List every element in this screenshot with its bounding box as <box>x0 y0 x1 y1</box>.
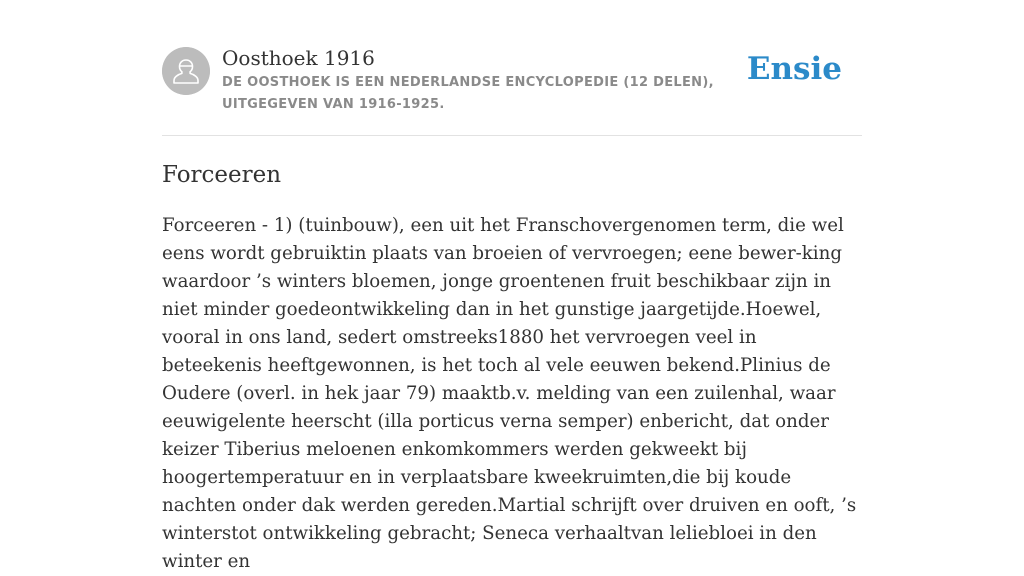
avatar[interactable] <box>162 47 210 95</box>
ensie-logo-link[interactable]: Ensie <box>746 51 842 87</box>
source-title[interactable]: Oosthoek 1916 <box>222 46 375 70</box>
source-description: DE OOSTHOEK IS EEN NEDERLANDSE ENCYCLOPEDIE (12 DELEN), UITGEGEVEN VAN 1916-1925. <box>222 75 714 112</box>
article-body: Forceeren - 1) (tuinbouw), een uit het Franschovergenomen term, die wel eens wordt gebruiktin plaats van broeien of vervroegen; eene bewer-king waardoor ’s winters bloemen, jonge groentenen fruit beschikbaar zijn in niet minder goedeontwikkeling dan in het gunstige jaargetijde.Hoewel, vooral in ons land, sedert omstreeks1880 het vervroegen veel in beteekenis heeftgewonnen, is het toch al vele eeuwen bekend.Plinius de Oudere (overl. in hek jaar 79) maaktb.v. melding van een zuilenhal, waar eeuwigelente heerscht (illa porticus verna semper) enbericht, dat onder keizer Tiberius meloenen enkomkommers werden gekweekt bij hoogertemperatuur en in verplaatsbare kweekruimten,die bij koude nachten onder dak werden gereden.Martial schrijft over druiven en ooft, ’s winterstot ontwikkeling gebracht; Seneca verhaaltvan leliebloei in den winter en <box>162 215 857 572</box>
source-header <box>162 0 862 136</box>
page <box>162 0 862 572</box>
article-title: Forceeren <box>162 162 282 188</box>
source-info <box>222 44 762 116</box>
user-avatar-icon <box>162 47 210 95</box>
